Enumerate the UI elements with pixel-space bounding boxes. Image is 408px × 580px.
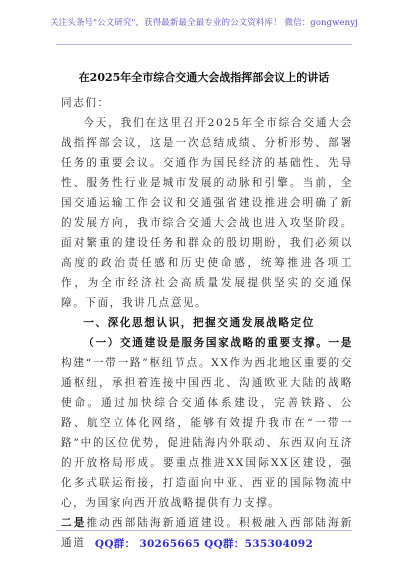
page-footer: QQ群： 30265665 QQ群：535304092	[94, 538, 314, 550]
point-text: 推动西部陆海新通道建设。积极融入西部陆海新通道	[61, 517, 353, 549]
page-header: 关注头条号"公文研究"，获得最新最全最专业的公文资料库！ 微信：gongwenyj	[50, 18, 358, 28]
point-label: 二是	[61, 517, 87, 529]
point-label: 一是	[328, 337, 354, 349]
section-heading: 一、深化思想认识，把握交通发展战略定位	[83, 317, 315, 329]
point-text: 构建“一带一路”枢纽节点。XX作为西北地区重要的交通枢纽，承担着连接中国西北、沟通欧亚大陆的战略使命。通过加快综合交通体系建设，完善铁路、公路、航空立体化网络，能够有效提升我市在“一带一路”中的区位优势，促进陆海内外联动、东西双向互济的开放格局形成。要重点推进XX国际XX区建设，强化多式联运衔接，打造面向中亚、西亚的国际物流中心，为国家向西开放战略提供有力支撑。	[61, 357, 353, 509]
footer-divider	[56, 530, 352, 531]
intro-paragraph: 今天，我们在这里召开2025年全市综合交通大会战指挥部会议，这是一次总结成绩、分析形势、部署任务的重要会议。交通作为国民经济的基础性、先导性、服务性行业是城市发展的动脉和引擎。当前，全国交通运输工作会议和交通强省建设推进会明确了新的发展方向，我市综合交通大会战也进入攻坚阶段。面对繁重的建设任务和群众的殷切期盼，我们必须以高度的政治责任感和历史使命感，统筹推进各项工作，为全市经济社会高质量发展提供坚实的交通保障。下面，我讲几点意见。	[61, 117, 353, 309]
header-divider	[56, 44, 352, 45]
document-body	[61, 93, 353, 553]
subsection-heading: （一）交通建设是服务国家战略的重要支撑。	[83, 337, 329, 349]
document-title: 在2025年全市综合交通大会战指挥部会议上的讲话	[78, 71, 330, 84]
subsection-paragraph	[61, 333, 353, 513]
salutation: 同志们：	[61, 97, 110, 109]
